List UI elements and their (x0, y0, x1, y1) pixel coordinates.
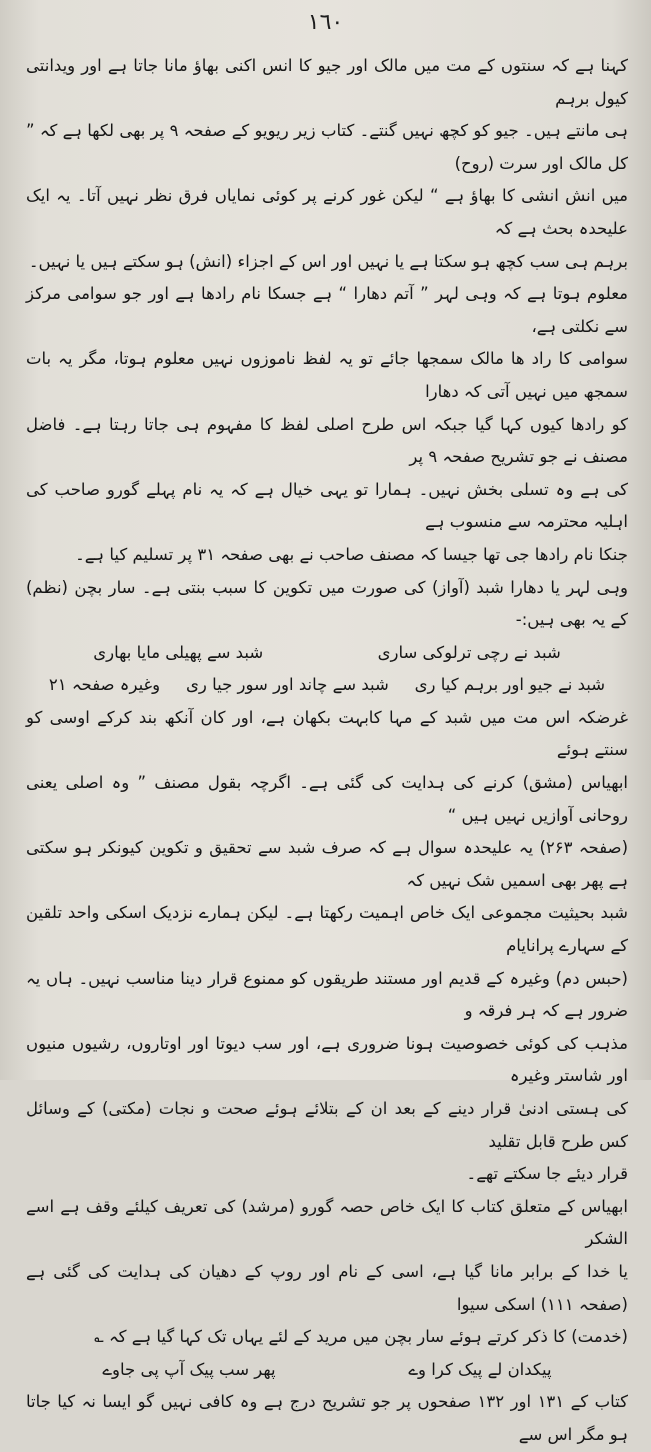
text-line: سوامی کا راد ھا مالک سمجھا جائے تو یہ لفظ ناموزوں نہیں معلوم ہوتا، مگر یہ بات سمجھ میں نہیں آتی کہ دھارا (26, 349, 628, 401)
text-line: کتاب کے ۱۳۱ اور ۱۳۲ صفحوں پر جو تشریح درج ہے وہ کافی نہیں گو ایسا نہ کیا جاتا ہو مگر اس سے (26, 1392, 628, 1444)
text-line: غرضکہ اس مت میں شبد کے مہا کابہت بکھان ہے، اور کان آنکھ بند کرکے اوسی کو سنتے ہوئے (26, 707, 628, 760)
page-number: ١٦٠ (307, 10, 344, 35)
verse-half: شبد نے جیو اور برہم کیا ری (414, 675, 606, 695)
text-line: میں انش انشی کا بھاؤ ہے “ لیکن غور کرنے پر کوئی نمایاں فرق نظر نہیں آتا۔ یہ ایک علیحدہ بحث ہے کہ (26, 186, 628, 238)
text-line: جنکا نام رادھا جی تھا جیسا کہ مصنف صاحب نے بھی صفحہ ۳۱ پر تسلیم کیا ہے۔ (75, 544, 628, 564)
text-line: وہی لہر یا دھارا شبد (آواز) کی صورت میں تکوین کا سبب بنتی ہے۔ سار بچن (نظم) کے یہ بھی ہیں:- (26, 577, 628, 630)
text-line: کو رادھا کیوں کہا گیا جبکہ اس طرح اصلی لفظ کا مفہوم ہی جاتا رہتا ہے۔ فاضل مصنف نے جو تشریح صفحہ ۹ پر (26, 414, 628, 467)
verse-half: شبد سے چاند اور سور جیا ری (185, 675, 389, 695)
text-line: برہم ہی سب کچھ ہو سکتا ہے یا نہیں اور اس کے اجزاء (انش) ہو سکتے ہیں یا نہیں۔ (28, 251, 628, 271)
text-line: قرار دیئے جا سکتے تھے۔ (466, 1164, 628, 1184)
verse-half: پھر سب پیک آپ پی جاوے (102, 1359, 276, 1379)
text-line: (حبس دم) وغیرہ کے قدیم اور مستند طریقوں کو ممنوع قرار دینا مناسب نہیں۔ ہاں یہ ضرور ہے کہ ہر فرقہ و (26, 968, 628, 1021)
text-line: مذہب کی کوئی خصوصیت ہونا ضروری ہے، اور سب دیوتا اور اوتاروں، رشیوں منیوں اور شاستر وغیرہ (26, 1033, 628, 1086)
verse-couplet (26, 637, 628, 670)
verse-half: پیکدان لے پیک کرا وے (408, 1359, 552, 1379)
verse-couplet (26, 669, 628, 702)
page-body (26, 50, 628, 1452)
text-line: (صفحہ ۲۶۳) یہ علیحدہ سوال ہے کہ صرف شبد سے تحقیق و تکوین کیونکر ہو سکتی ہے پھر بھی اسمیں شک نہیں کہ (26, 838, 629, 890)
verse-half: شبد نے رچی ترلوکی ساری (377, 642, 561, 662)
text-line: شبد بحیثیت مجموعی ایک خاص اہمیت رکھتا ہے۔ لیکن ہمارے نزدیک اسکی واحد تلقین کے سہارے پرانایام (26, 903, 628, 956)
verse-reference: وغیرہ صفحہ ۲۱ (48, 675, 161, 695)
text-line: کہنا ہے کہ سنتوں کے مت میں مالک اور جیو کا انس اکنی بھاؤ مانا جاتا ہے اور ویدانتی کیول برہم (26, 56, 628, 108)
text-line: معلوم ہوتا ہے کہ وہی لہر ” آتم دھارا “ ہے جسکا نام رادھا ہے اور جو سوامی مرکز سے نکلتی ہے، (26, 284, 628, 336)
verse-couplet (26, 1354, 628, 1387)
text-line: کی ہستی ادنیٰ قرار دینے کے بعد ان کے بتلائے ہوئے صحت و نجات (مکتی) کے وسائل کس طرح قابل تقلید (26, 1099, 628, 1151)
verse-half: شبد سے پھیلی مایا بھاری (93, 642, 264, 662)
text-line: یا خدا کے برابر مانا گیا ہے، اسی کے نام اور روپ کے دھیان کی ہدایت کی گئی ہے (صفحہ ۱۱۱) اسکی سیوا (26, 1261, 628, 1314)
text-line: ابھیاس (مشق) کرنے کی ہدایت کی گئی ہے۔ اگرچہ بقول مصنف ” وہ اصلی یعنی روحانی آوازیں نہیں ہیں “ (26, 773, 628, 825)
text-line: (خدمت) کا ذکر کرتے ہوئے سار بچن میں مرید کے لئے یہاں تک کہا گیا ہے کہ ؎ (94, 1327, 628, 1347)
text-line: کی ہے وہ تسلی بخش نہیں۔ ہمارا تو یہی خیال ہے کہ یہ نام پہلے گورو صاحب کی اہلیہ محترمہ سے منسوب ہے (26, 479, 628, 532)
text-line: ابھیاس کے متعلق کتاب کا ایک خاص حصہ گورو (مرشد) کی تعریف کیلئے وقف ہے اسے الشکر (26, 1196, 628, 1249)
text-line: ہی مانتے ہیں۔ جیو کو کچھ نہیں گنتے۔ کتاب زیر ریویو کے صفحہ ۹ پر بھی لکھا ہے کہ ” کل مالک اور سرت (روح) (26, 121, 628, 173)
